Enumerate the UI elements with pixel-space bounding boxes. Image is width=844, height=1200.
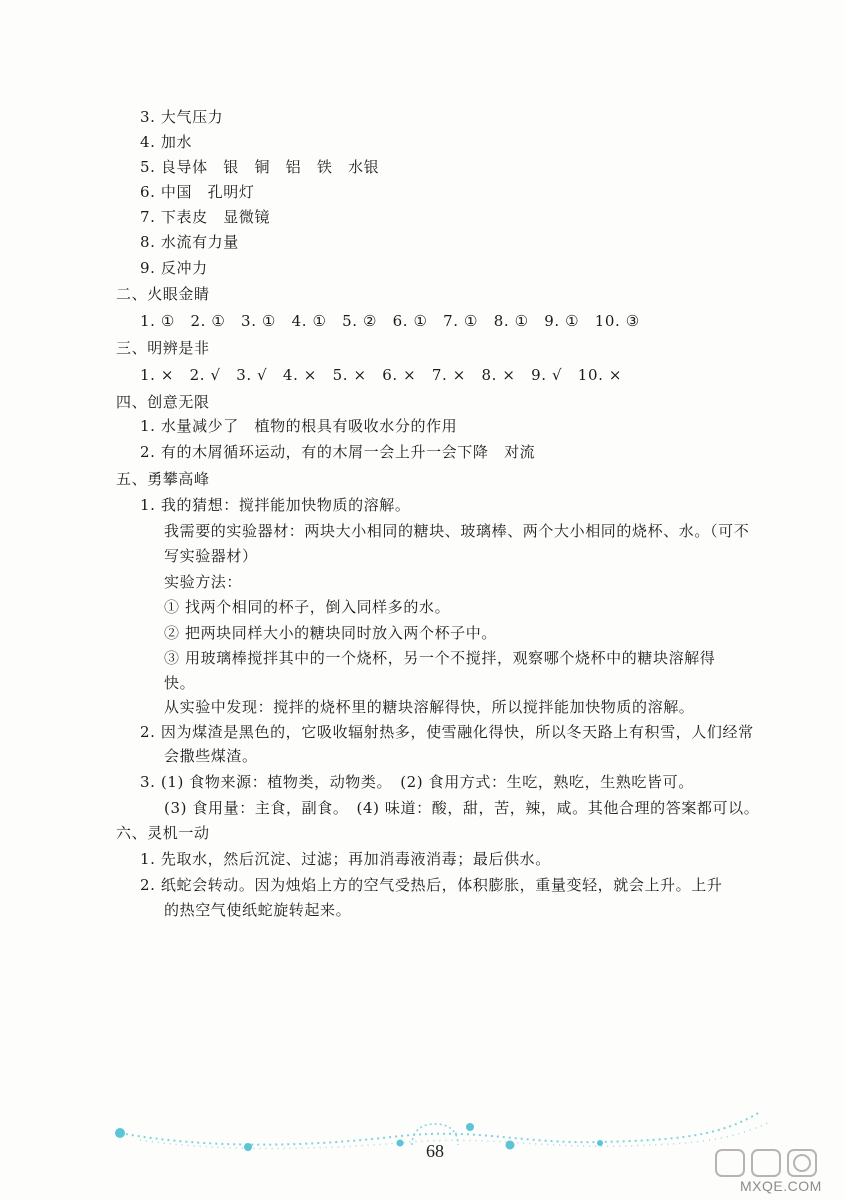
line-32: 的热空气使纸蛇旋转起来。 (164, 901, 352, 919)
decor-dot (115, 1128, 125, 1138)
decor-dot (397, 1140, 404, 1147)
line-7: 9. 反冲力 (140, 259, 208, 277)
line-9: 1. ① 2. ① 3. ① 4. ① 5. ② 6. ① 7. ① 8. ① 9. ① 10. ③ (140, 312, 640, 330)
line-26: 会撒些煤渣。 (164, 747, 258, 765)
line-20: ① 找两个相同的杯子，倒入同样多的水。 (164, 598, 451, 616)
line-22: ③ 用玻璃棒搅拌其中的一个烧杯，另一个不搅拌，观察哪个烧杯中的糖块溶解得 (164, 649, 716, 667)
line-18: 写实验器材） (164, 547, 258, 565)
line-14: 2. 有的木屑循环运动，有的木屑一会上升一会下降 对流 (140, 443, 536, 461)
decor-dot (506, 1141, 515, 1150)
section-heading-3: 三、明辨是非 (116, 339, 210, 357)
line-30: 1. 先取水，然后沉淀、过滤；再加消毒液消毒；最后供水。 (140, 850, 551, 868)
line-27: 3. (1) 食物来源：植物类，动物类。 (2) 食用方式：生吃，熟吃，生熟吃皆可。 (140, 773, 694, 791)
line-1: 3. 大气压力 (140, 108, 224, 126)
line-25: 2. 因为煤渣是黑色的，它吸收辐射热多，使雪融化得快，所以冬天路上有积雪，人们经常 (140, 723, 754, 741)
page-number: 68 (426, 1141, 444, 1161)
section-heading-4: 四、创意无限 (116, 393, 210, 411)
line-2: 4. 加水 (140, 133, 193, 151)
watermark-text: MXQE.COM (740, 1178, 822, 1194)
decor-dot (466, 1123, 474, 1131)
line-31: 2. 纸蛇会转动。因为烛焰上方的空气受热后，体积膨胀，重量变轻，就会上升。上升 (140, 876, 723, 894)
line-16: 1. 我的猜想：搅拌能加快物质的溶解。 (140, 496, 411, 514)
line-6: 8. 水流有力量 (140, 233, 239, 251)
line-23: 快。 (164, 674, 196, 692)
line-4: 6. 中国 孔明灯 (140, 183, 255, 201)
decor-dot (597, 1140, 603, 1146)
decor-dot (244, 1143, 252, 1151)
line-28: (3) 食用量：主食，副食。 (4) 味道：酸，甜，苦，辣，咸。其他合理的答案都可以。 (164, 799, 760, 817)
section-heading-2: 二、火眼金睛 (116, 285, 210, 303)
line-5: 7. 下表皮 显微镜 (140, 208, 271, 226)
line-24: 从实验中发现：搅拌的烧杯里的糖块溶解得快，所以搅拌能加快物质的溶解。 (164, 698, 695, 716)
line-17: 我需要的实验器材：两块大小相同的糖块、玻璃棒、两个大小相同的烧杯、水。（可不 (164, 522, 750, 540)
line-13: 1. 水量减少了 植物的根具有吸收水分的作用 (140, 417, 458, 435)
section-heading-5: 五、勇攀高峰 (116, 470, 210, 488)
line-3: 5. 良导体 银 铜 铝 铁 水银 (140, 158, 380, 176)
line-11: 1. × 2. √ 3. √ 4. × 5. × 6. × 7. × 8. × 9. √ 10. × (140, 366, 622, 384)
section-heading-6: 六、灵机一动 (116, 824, 210, 842)
line-19: 实验方法： (164, 573, 243, 591)
line-21: ② 把两块同样大小的糖块同时放入两个杯子中。 (164, 624, 497, 642)
